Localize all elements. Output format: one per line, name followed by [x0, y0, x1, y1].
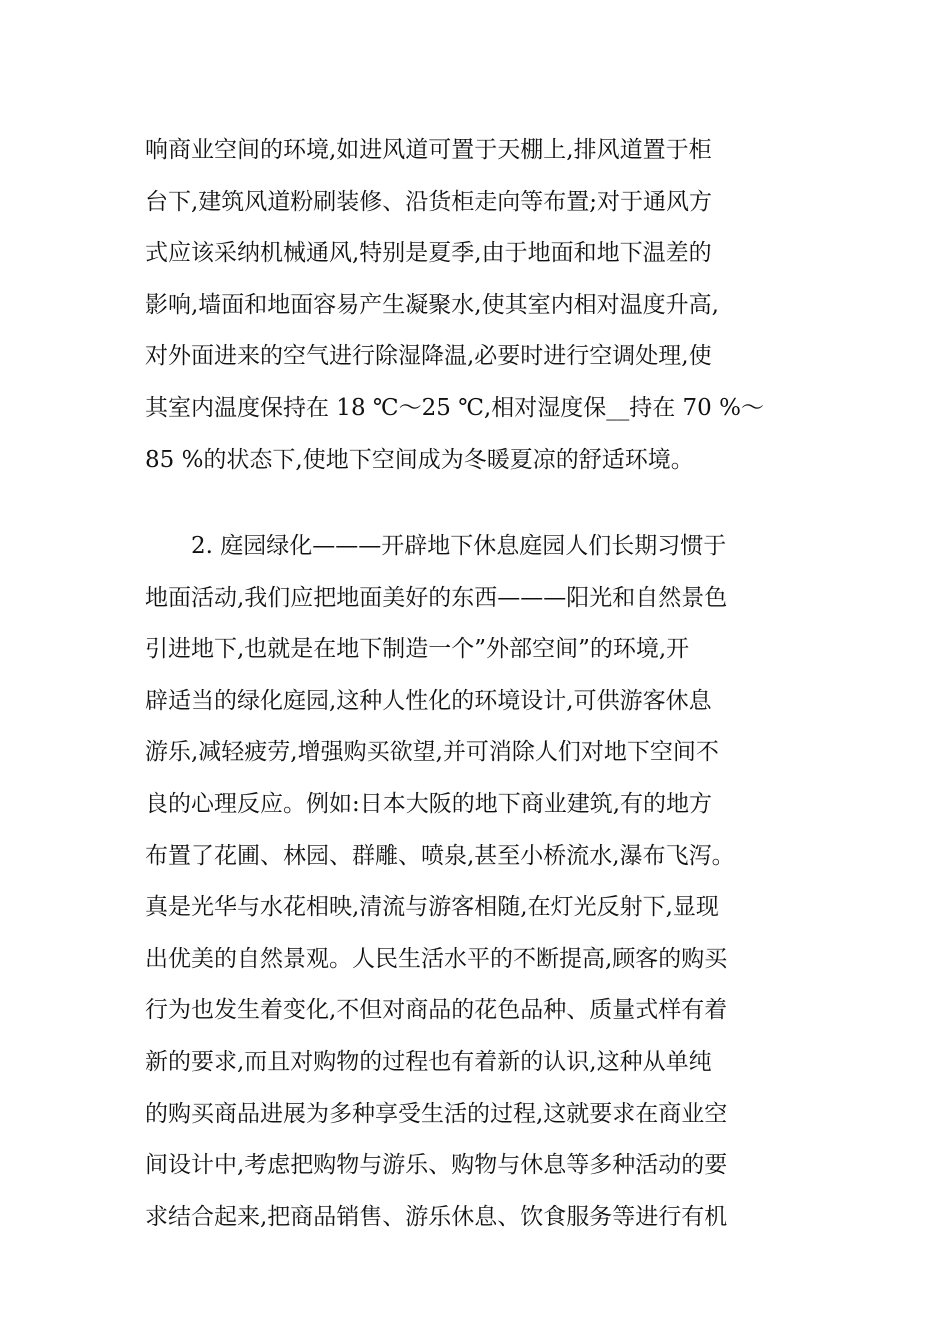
text-line: 式应该采纳机械通风,特别是夏季,由于地面和地下温差的 [145, 240, 712, 267]
text-line: 引进地下,也就是在地下制造一个”外部空间”的环境,开 [145, 636, 690, 663]
text-line: 新的要求,而且对购物的过程也有着新的认识,这种从单纯 [145, 1048, 712, 1075]
text-line: 地面活动,我们应把地面美好的东西———阳光和自然景色 [145, 584, 728, 611]
text-line: 布置了花圃、林园、群雕、喷泉,甚至小桥流水,瀑布飞泻。 [145, 842, 735, 869]
text-line: 85 %的状态下,使地下空间成为冬暖夏凉的舒适环境。 [145, 446, 694, 473]
text-line: 影响,墙面和地面容易产生凝聚水,使其室内相对温度升高, [145, 291, 719, 318]
text-line: 2. 庭园绿化———开辟地下休息庭园人们长期习惯于 [145, 533, 727, 559]
text-line: 出优美的自然景观。人民生活水平的不断提高,顾客的购买 [145, 945, 728, 972]
text-line: 的购买商品进展为多种享受生活的过程,这就要求在商业空 [145, 1100, 728, 1127]
text-line: 行为也发生着变化,不但对商品的花色品种、质量式样有着 [145, 997, 728, 1024]
paragraph-garden-greening [145, 521, 825, 1243]
text-line: 响商业空间的环境,如进风道可置于天棚上,排风道置于柜 [145, 137, 712, 163]
text-line: 求结合起来,把商品销售、游乐休息、饮食服务等进行有机 [145, 1203, 728, 1230]
text-line: 对外面进来的空气进行除湿降温,必要时进行空调处理,使 [145, 343, 712, 370]
text-line: 辟适当的绿化庭园,这种人性化的环境设计,可供游客休息 [145, 687, 712, 714]
text-line: 台下,建筑风道粉刷装修、沿货柜走向等布置;对于通风方 [145, 188, 713, 215]
text-line: 良的心理反应。例如:日本大阪的地下商业建筑,有的地方 [145, 790, 713, 817]
text-line: 真是光华与水花相映,清流与游客相随,在灯光反射下,显现 [145, 894, 719, 921]
paragraph-ventilation [145, 125, 825, 486]
text-line: 游乐,减轻疲劳,增强购买欲望,并可消除人们对地下空间不 [145, 739, 719, 766]
text-line: 间设计中,考虑把购物与游乐、购物与休息等多种活动的要 [145, 1152, 728, 1179]
text-line: 其室内温度保持在 18 ℃～25 ℃,相对湿度保__持在 70 %～ [145, 394, 764, 421]
